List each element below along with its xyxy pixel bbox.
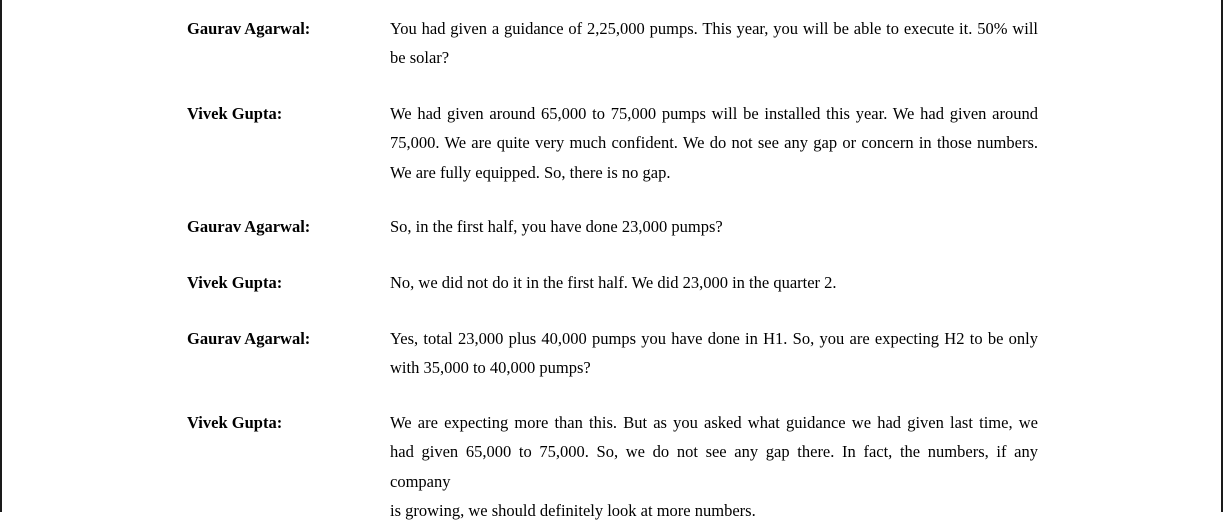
speaker-name: Vivek Gupta:: [187, 273, 283, 292]
speech-line: 75,000. We are quite very much confident. We do not see any gap or concern in those numbers.: [390, 133, 1038, 153]
page-left-border: [0, 0, 2, 512]
speech-line: You had given a guidance of 2,25,000 pumps. This year, you will be able to execute it. 50% will: [390, 19, 1038, 38]
speech-text: [390, 99, 1038, 187]
speech-line: had given 65,000 to 75,000. So, we do not see any gap there. In fact, the numbers, if any company: [390, 442, 1038, 491]
speech-text: [390, 408, 1038, 525]
speech-line: be solar?: [390, 48, 450, 68]
speaker-name: Gaurav Agarwal:: [187, 19, 311, 38]
speech-text: [390, 324, 1038, 383]
speech-line: is growing, we should definitely look at more numbers.: [390, 500, 756, 520]
speech-line: We are expecting more than this. But as you asked what guidance we had given last time, we: [390, 413, 1038, 432]
speech-line: So, in the first half, you have done 23,000 pumps?: [390, 217, 723, 236]
speaker-name: Gaurav Agarwal:: [187, 329, 311, 348]
speech-line: We are fully equipped. So, there is no gap.: [390, 162, 671, 182]
speaker-name: Gaurav Agarwal:: [187, 217, 311, 236]
speaker-name: Vivek Gupta:: [187, 104, 283, 123]
speech-text: [390, 212, 1038, 241]
speech-line: We had given around 65,000 to 75,000 pumps will be installed this year. We had given around: [390, 104, 1038, 123]
speech-text: [390, 14, 1038, 73]
speech-line: with 35,000 to 40,000 pumps?: [390, 358, 591, 378]
speech-line: Yes, total 23,000 plus 40,000 pumps you have done in H1. So, you are expecting H2 to be only: [390, 329, 1038, 348]
speaker-name: Vivek Gupta:: [187, 413, 283, 432]
speech-text: [390, 268, 1038, 297]
speech-line: No, we did not do it in the first half. We did 23,000 in the quarter 2.: [390, 273, 837, 292]
